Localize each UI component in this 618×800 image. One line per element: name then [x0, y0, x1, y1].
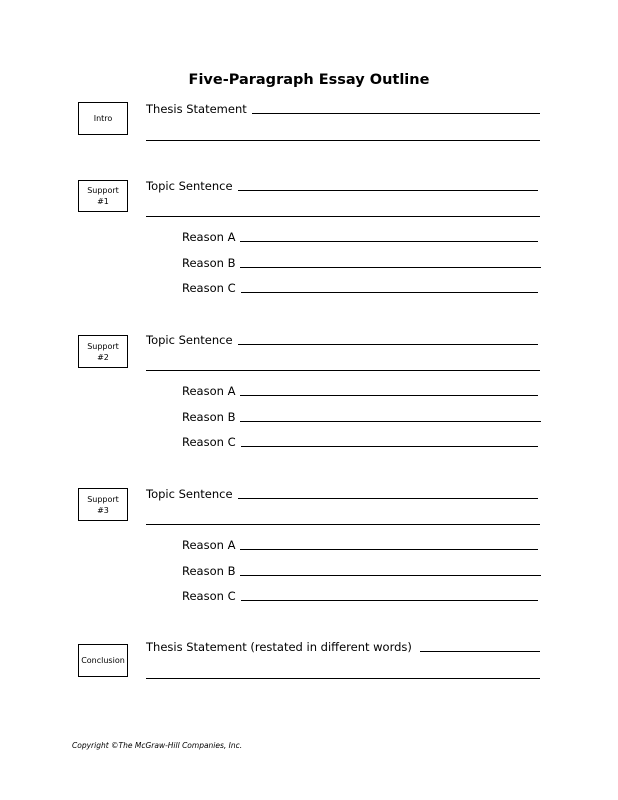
support-1-reason-c-label: Reason C	[182, 281, 236, 295]
support-3-reason-c-line[interactable]	[241, 589, 538, 601]
copyright-notice: Copyright ©The McGraw-Hill Companies, Inc.	[72, 741, 243, 750]
support-3-reason-c-label: Reason C	[182, 589, 236, 603]
support-2-topic-line-2[interactable]	[146, 370, 540, 371]
support-1-reason-b-label: Reason B	[182, 256, 236, 270]
conclusion-thesis-row	[146, 640, 540, 654]
support-3-reason-a-label: Reason A	[182, 538, 236, 552]
support-2-reason-a-row	[182, 384, 538, 398]
page-title: Five-Paragraph Essay Outline	[188, 72, 430, 88]
support-1-topic-line[interactable]	[238, 179, 538, 191]
support-3-reason-a-line[interactable]	[240, 538, 538, 550]
support-1-reason-a-row	[182, 230, 538, 244]
intro-thesis-line-2[interactable]	[146, 140, 540, 141]
support-3-topic-line-2[interactable]	[146, 524, 540, 525]
support-2-topic-row	[146, 333, 538, 347]
support-1-reason-a-line[interactable]	[240, 230, 538, 242]
conclusion-thesis-line-2[interactable]	[146, 678, 540, 679]
support-1-reason-a-label: Reason A	[182, 230, 236, 244]
support-1-reason-b-line[interactable]	[240, 256, 541, 268]
support-1-topic-line-2[interactable]	[146, 216, 540, 217]
support-2-topic-line[interactable]	[238, 333, 538, 345]
support-3-topic-line[interactable]	[238, 487, 538, 499]
support-3-reason-c-row	[182, 589, 538, 603]
support-2-reason-b-label: Reason B	[182, 410, 236, 424]
conclusion-box: Conclusion	[78, 644, 128, 677]
support-2-reason-c-row	[182, 435, 538, 449]
support-2-reason-b-row	[182, 410, 541, 424]
support-2-reason-b-line[interactable]	[240, 410, 541, 422]
intro-thesis-label: Thesis Statement	[146, 102, 247, 116]
support-2-reason-a-line[interactable]	[240, 384, 538, 396]
intro-thesis-line[interactable]	[252, 102, 540, 114]
support-2-reason-c-line[interactable]	[241, 435, 538, 447]
support-3-reason-b-row	[182, 564, 541, 578]
support-2-reason-c-label: Reason C	[182, 435, 236, 449]
conclusion-thesis-label: Thesis Statement (restated in different words)	[146, 640, 412, 654]
support-3-topic-label: Topic Sentence	[146, 487, 233, 501]
support-2-reason-a-label: Reason A	[182, 384, 236, 398]
support-1-topic-row	[146, 179, 538, 193]
support-1-reason-b-row	[182, 256, 541, 270]
support-3-reason-b-label: Reason B	[182, 564, 236, 578]
support-1-box: Support #1	[78, 180, 128, 212]
intro-thesis-row	[146, 102, 540, 116]
support-2-topic-label: Topic Sentence	[146, 333, 233, 347]
support-1-reason-c-line[interactable]	[241, 281, 538, 293]
support-3-topic-row	[146, 487, 538, 501]
support-3-reason-b-line[interactable]	[240, 564, 541, 576]
support-1-topic-label: Topic Sentence	[146, 179, 233, 193]
conclusion-thesis-line[interactable]	[420, 640, 540, 652]
support-1-reason-c-row	[182, 281, 538, 295]
support-3-box: Support #3	[78, 488, 128, 521]
intro-box: Intro	[78, 102, 128, 135]
support-2-box: Support #2	[78, 335, 128, 368]
support-3-reason-a-row	[182, 538, 538, 552]
